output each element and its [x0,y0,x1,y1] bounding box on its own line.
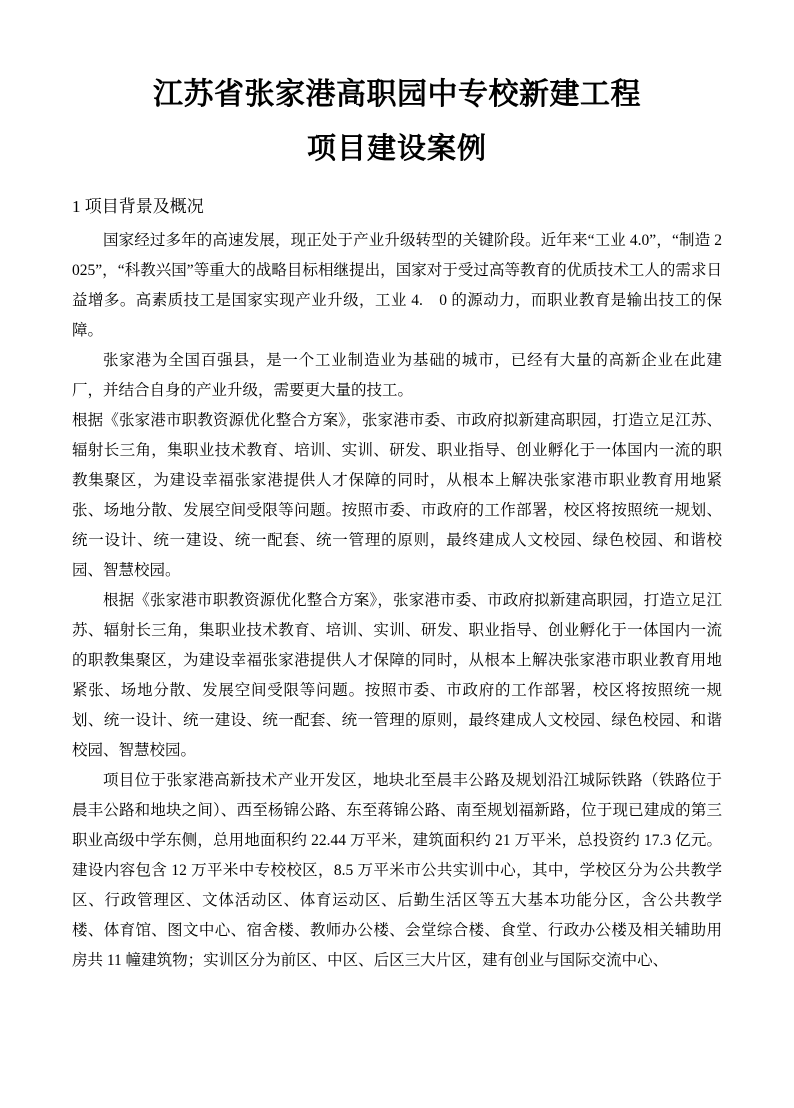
paragraph-plan-basis-repeat: 根据《张家港市职教资源优化整合方案》，张家港市委、市政府拟新建高职园，打造立足江苏、辐射长三角，集职业技术教育、培训、实训、研发、职业指导、创业孵化于一体国内一流的职教集聚区，为建设幸福张家港提供人才保障的同时，从根本上解决张家港市职业教育用地紧张、场地分散、发展空间受限等问题。按照市委、市政府的工作部署，校区将按照统一规划、统一设计、统一建设、统一配套、统一管理的原则，最终建成人文校园、绿色校园、和谐校园、智慧校园。 [72,592,722,759]
document-title: 江苏省张家港高职园中专校新建工程 [153,78,641,111]
paragraph-plan-basis: 根据《张家港市职教资源优化整合方案》，张家港市委、市政府拟新建高职园，打造立足江苏、辐射长三角，集职业技术教育、培训、实训、研发、职业指导、创业孵化于一体国内一流的职教集聚区，为建设幸福张家港提供人才保障的同时，从根本上解决张家港市职业教育用地紧张、场地分散、发展空间受限等问题。按照市委、市政府的工作部署，校区将按照统一规划、统一设计、统一建设、统一配套、统一管理的原则，最终建成人文校园、绿色校园、和谐校园、智慧校园。 [72,412,722,579]
document-body [72,226,722,976]
document-subtitle: 项目建设案例 [306,133,487,165]
paragraph-national-development: 国家经过多年的高速发展，现正处于产业升级转型的关键阶段。近年来“工业 4.0”，“制造 2025”，“科教兴国”等重大的战略目标相继提出，国家对于受过高等教育的优质技术工人的需求日益增多。高素质技工是国家实现产业升级，工业 4. 0 的源动力，而职业教育是输出技工的保障。 [72,232,722,339]
paragraph-project-location: 项目位于张家港高新技术产业开发区，地块北至晨丰公路及规划沿江城际铁路（铁路位于晨丰公路和地块之间）、西至杨锦公路、东至蒋锦公路、南至规划福新路，位于现已建成的第三职业高级中学东侧，总用地面积约 22.44 万平米，建筑面积约 21 万平米，总投资约 17.3 亿元。建设内容包含 12 万平米中专校校区，8.5 万平米市公共实训中心，其中，学校区分为公共教学区、行政管理区、文体活动区、体育运动区、后勤生活区等五大基本功能分区，含公共教学楼、体育馆、图文中心、宿舍楼、教师办公楼、会堂综合楼、食堂、行政办公楼及相关辅助用房共 11 幢建筑物；实训区分为前区、中区、后区三大片区，建有创业与国际交流中心、 [72,772,722,969]
section-heading: 1 项目背景及概况 [72,197,204,216]
paragraph-zhangjiagang-city: 张家港为全国百强县，是一个工业制造业为基础的城市，已经有大量的高新企业在此建厂，并结合自身的产业升级，需要更大量的技工。 [72,352,722,399]
